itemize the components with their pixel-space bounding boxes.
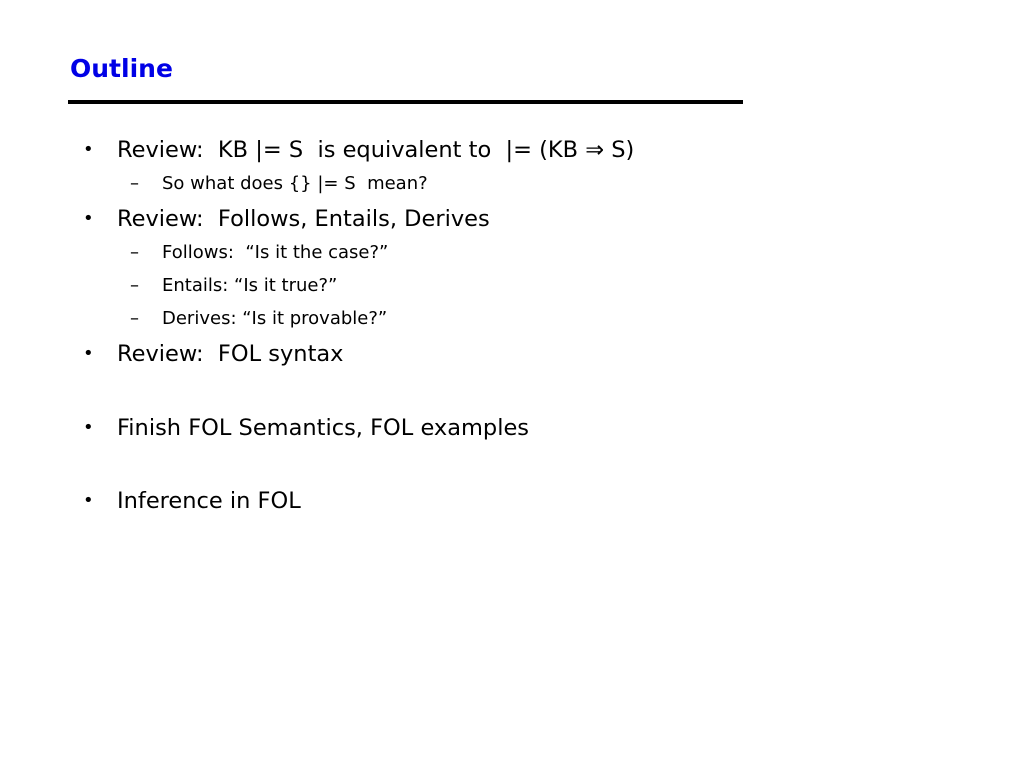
- bullet-item: [0, 486, 1024, 516]
- bullet-item: [0, 204, 1024, 234]
- bullet-icon: •: [83, 490, 94, 511]
- dash-icon: –: [130, 275, 139, 296]
- bullet-text: Review: KB |= S is equivalent to |= (KB ⇒ S): [117, 137, 635, 163]
- slide-title: Outline: [70, 54, 173, 83]
- sub-bullet-item: [0, 241, 1024, 265]
- sub-bullet-item: [0, 274, 1024, 298]
- bullet-icon: •: [83, 417, 94, 438]
- sub-bullet-text: Follows: “Is it the case?”: [162, 242, 389, 263]
- bullet-text: Review: Follows, Entails, Derives: [117, 206, 490, 232]
- sub-bullet-text: Derives: “Is it provable?”: [162, 308, 388, 329]
- bullet-text: Inference in FOL: [117, 488, 301, 514]
- sub-bullet-item: [0, 172, 1024, 196]
- bullet-icon: •: [83, 139, 94, 160]
- title-underline-divider: [68, 100, 743, 104]
- bullet-text: Review: FOL syntax: [117, 341, 344, 367]
- dash-icon: –: [130, 308, 139, 329]
- bullet-icon: •: [83, 343, 94, 364]
- bullet-icon: •: [83, 208, 94, 229]
- sub-bullet-item: [0, 307, 1024, 331]
- dash-icon: –: [130, 173, 139, 194]
- sub-bullet-text: Entails: “Is it true?”: [162, 275, 338, 296]
- bullet-item: [0, 339, 1024, 369]
- sub-bullet-text: So what does {} |= S mean?: [162, 173, 428, 194]
- bullet-item: [0, 413, 1024, 443]
- bullet-item: [0, 135, 1024, 165]
- bullet-text: Finish FOL Semantics, FOL examples: [117, 415, 530, 441]
- dash-icon: –: [130, 242, 139, 263]
